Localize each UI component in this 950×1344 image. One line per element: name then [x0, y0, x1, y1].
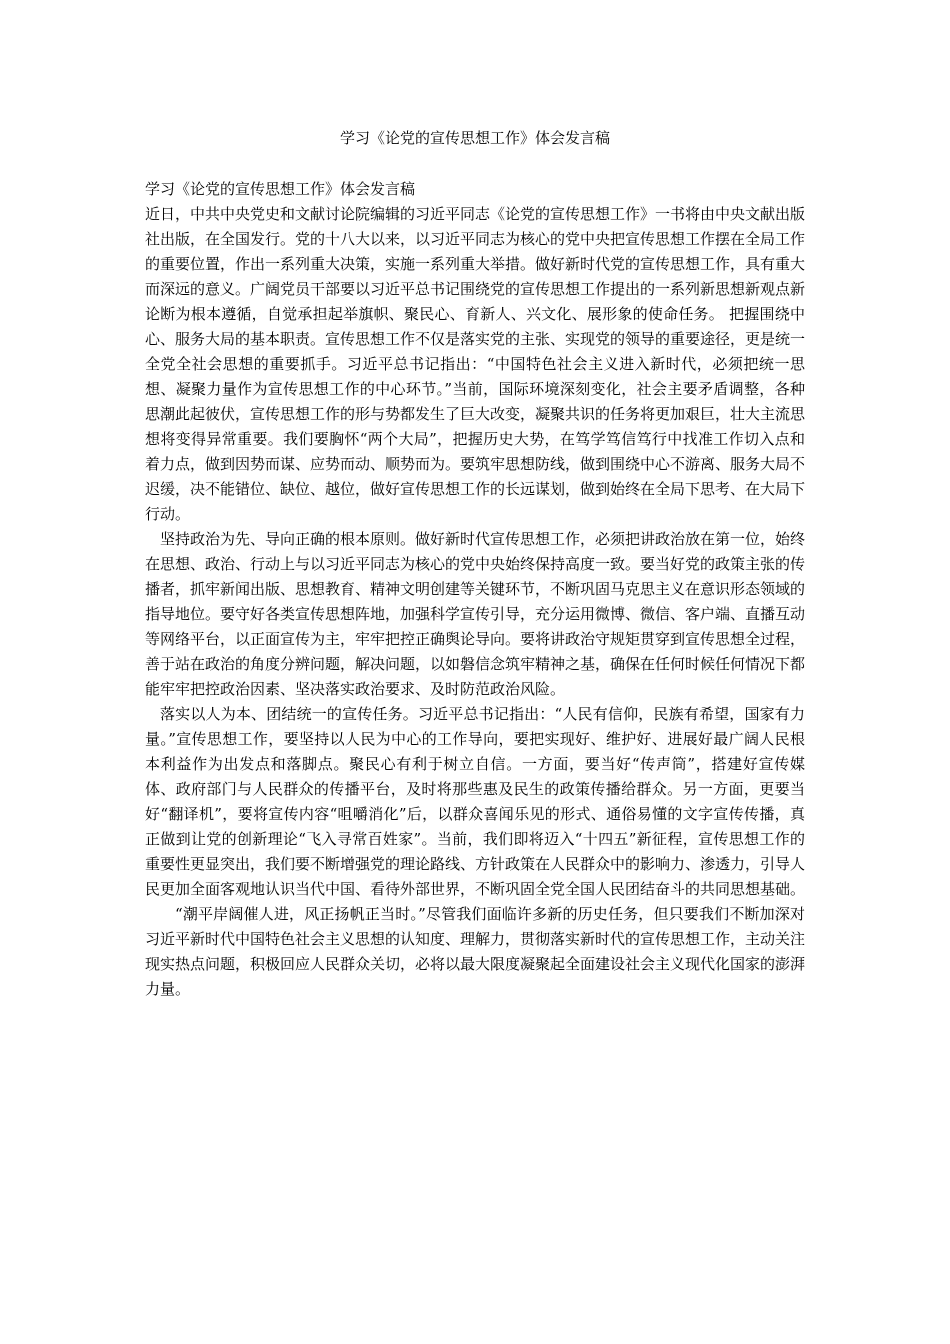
- document-subtitle: 学习《论党的宣传思想工作》体会发言稿: [145, 180, 416, 198]
- paragraph-politics: 坚持政治为先、导向正确的根本原则。做好新时代宣传思想工作，必须把讲政治放在第一位，始终在思想、政治、行动上与以习近平同志为核心的党中央始终保持高度一致。要当好党的政策主张的传播者，抓牢新闻出版、思想教育、精神文明创建等关键环节，不断巩固马克思主义在意识形态领域的指导地位。要守好各类宣传思想阵地，加强科学宣传引导，充分运用微博、微信、客户端、直播互动等网络平台，以正面宣传为主，牢牢把控正确舆论导向。要将讲政治守规矩贯穿到宣传思想全过程，善于站在政治的角度分辨问题，解决问题，以如磐信念筑牢精神之基，确保在任何时候任何情况下都能牢牢把控政治因素、坚决落实政治要求、及时防范政治风险。: [145, 530, 806, 698]
- paragraph-people: 落实以人为本、团结统一的宣传任务。习近平总书记指出：“人民有信仰，民族有希望，国家有力量。”宣传思想工作，要坚持以人民为中心的工作导向，要把实现好、维护好、进展好最广阔人民根本利益作为出发点和落脚点。聚民心有利于树立自信。一方面，要当好“传声筒”，搭建好宣传媒体、政府部门与人民群众的传播平台，及时将那些惠及民生的政策传播给群众。另一方面，更要当好“翻译机”，要将宣传内容“咀嚼消化”后，以群众喜闻乐见的形式、通俗易懂的文字宣传传播，真正做到让党的创新理论“飞入寻常百姓家”。当前，我们即将迈入“十四五”新征程，宣传思想工作的重要性更显突出，我们要不断增强党的理论路线、方针政策在人民群众中的影响力、渗透力，引导人民更加全面客观地认识当代中国、看待外部世界，不断巩固全党全国人民团结奋斗的共同思想基础。: [145, 705, 806, 898]
- document-title: 学习《论党的宣传思想工作》体会发言稿: [339, 129, 610, 147]
- paragraph-conclusion: “潮平岸阔催人进，风正扬帆正当时。”尽管我们面临许多新的历史任务，但只要我们不断加深对习近平新时代中国特色社会主义思想的认知度、理解力，贯彻落实新时代的宣传思想工作，主动关注现实热点问题，积极回应人民群众关切，必将以最大限度凝聚起全面建设社会主义现代化国家的澎湃力量。: [145, 905, 806, 998]
- document-body: [145, 177, 805, 1002]
- paragraph-intro: 近日，中共中央党史和文献讨论院编辑的习近平同志《论党的宣传思想工作》一书将由中央文献出版社出版，在全国发行。党的十八大以来，以习近平同志为核心的党中央把宣传思想工作摆在全局工作的重要位置，作出一系列重大决策，实施一系列重大举措。做好新时代党的宣传思想工作，具有重大而深远的意义。广阔党员干部要以习近平总书记围绕党的宣传思想工作提出的一系列新思想新观点新论断为根本遵循，自觉承担起举旗帜、聚民心、育新人、兴文化、展形象的使命任务。 把握围绕中心、服务大局的基本职责。宣传思想工作不仅是落实党的主张、实现党的领导的重要途径，更是统一全党全社会思想的重要抓手。习近平总书记指出：“中国特色社会主义进入新时代，必须把统一思想、凝聚力量作为宣传思想工作的中心环节。”当前，国际环境深刻变化，社会主要矛盾调整，各种思潮此起彼伏，宣传思想工作的形与势都发生了巨大改变，凝聚共识的任务将更加艰巨，壮大主流思想将变得异常重要。我们要胸怀“两个大局”，把握历史大势，在笃学笃信笃行中找准工作切入点和着力点，做到因势而谋、应势而动、顺势而为。要筑牢思想防线，做到围绕中心不游离、服务大局不迟缓，决不能错位、缺位、越位，做好宣传思想工作的长远谋划，做到始终在全局下思考、在大局下行动。: [145, 205, 806, 523]
